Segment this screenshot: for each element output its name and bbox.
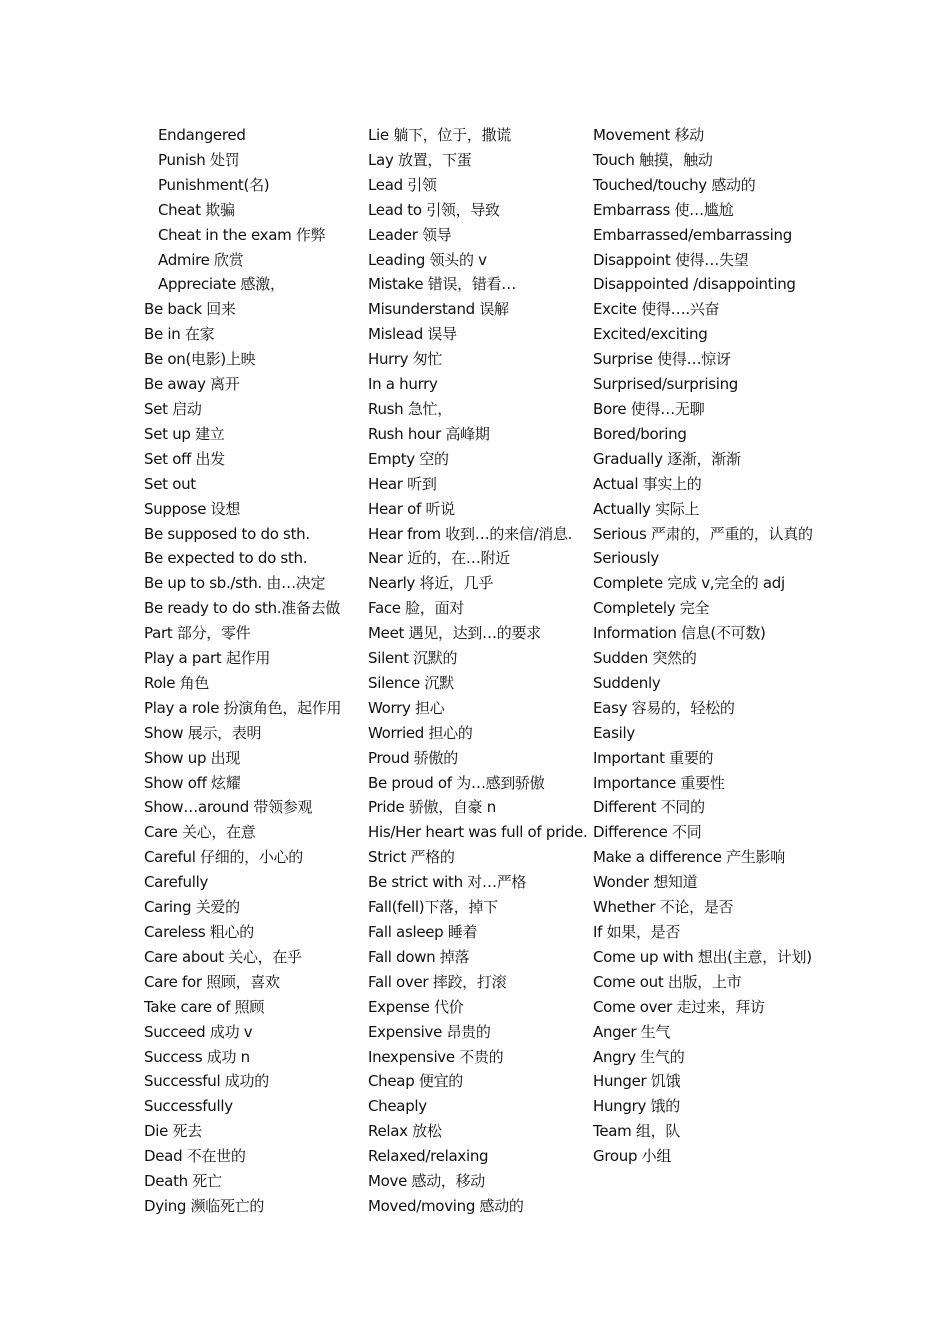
vocabulary-entry: Play a part 起作用: [144, 649, 271, 668]
vocabulary-entry: Easy 容易的，轻松的: [593, 698, 735, 717]
vocabulary-entry: Death 死亡: [144, 1172, 222, 1191]
vocabulary-entry: Come up with 想出(主意，计划): [593, 947, 812, 966]
vocabulary-entry: Be in 在家: [144, 325, 215, 344]
vocabulary-entry: Be strict with 对…严格: [368, 873, 527, 892]
vocabulary-entry: Excited/exciting: [593, 325, 708, 344]
vocabulary-entry: Relax 放松: [368, 1122, 442, 1141]
vocabulary-entry: Information 信息(不可数): [593, 624, 766, 643]
vocabulary-entry: Be on(电影)上映: [144, 350, 256, 369]
vocabulary-entry: Completely 完全: [593, 599, 710, 618]
vocabulary-entry: Excite 使得….兴奋: [593, 300, 720, 319]
vocabulary-entry: Inexpensive 不贵的: [368, 1047, 504, 1066]
vocabulary-entry: Cheat in the exam 作弊: [158, 225, 326, 244]
vocabulary-entry: Strict 严格的: [368, 848, 455, 867]
vocabulary-entry: Be away 离开: [144, 375, 240, 394]
vocabulary-entry: Succeed 成功 v: [144, 1022, 253, 1041]
vocabulary-entry: Fall down 掉落: [368, 947, 470, 966]
vocabulary-entry: Actually 实际上: [593, 499, 700, 518]
vocabulary-entry: His/Her heart was full of pride.: [368, 823, 588, 842]
vocabulary-entry: Disappointed /disappointing: [593, 275, 796, 294]
vocabulary-entry: Part 部分，零件: [144, 624, 251, 643]
vocabulary-entry: Embarrass 使…尴尬: [593, 200, 734, 219]
vocabulary-entry: Complete 完成 v,完全的 adj: [593, 574, 785, 593]
vocabulary-entry: Be expected to do sth.: [144, 549, 308, 568]
vocabulary-entry: Serious 严肃的，严重的，认真的: [593, 524, 813, 543]
vocabulary-entry: Show off 炫耀: [144, 773, 241, 792]
vocabulary-entry: Caring 关爱的: [144, 898, 240, 917]
vocabulary-entry: Careful 仔细的，小心的: [144, 848, 303, 867]
vocabulary-entry: Mislead 误导: [368, 325, 457, 344]
vocabulary-entry: Proud 骄傲的: [368, 748, 458, 767]
vocabulary-entry: Team 组，队: [593, 1122, 681, 1141]
vocabulary-entry: Care 关心，在意: [144, 823, 256, 842]
vocabulary-entry: Bore 使得…无聊: [593, 399, 705, 418]
vocabulary-entry: Hunger 饥饿: [593, 1072, 681, 1091]
vocabulary-entry: Expense 代价: [368, 997, 464, 1016]
vocabulary-entry: Endangered: [158, 126, 246, 144]
vocabulary-entry: Seriously: [593, 549, 659, 568]
vocabulary-entry: Admire 欣赏: [158, 250, 244, 269]
vocabulary-entry: Take care of 照顾: [144, 997, 265, 1016]
vocabulary-entry: Role 角色: [144, 673, 209, 692]
vocabulary-entry: Come over 走过来，拜访: [593, 997, 765, 1016]
vocabulary-entry: Hear 听到: [368, 474, 437, 493]
vocabulary-entry: Be supposed to do sth.: [144, 524, 310, 543]
vocabulary-entry: Gradually 逐渐，渐渐: [593, 449, 741, 468]
vocabulary-entry: Angry 生气的: [593, 1047, 685, 1066]
vocabulary-entry: Worry 担心: [368, 698, 445, 717]
vocabulary-entry: Silent 沉默的: [368, 649, 458, 668]
vocabulary-entry: Set out: [144, 474, 196, 493]
vocabulary-entry: Face 脸，面对: [368, 599, 464, 618]
vocabulary-entry: Show 展示，表明: [144, 723, 262, 742]
vocabulary-entry: Actual 事实上的: [593, 474, 702, 493]
vocabulary-entry: Show…around 带领参观: [144, 798, 313, 817]
vocabulary-entry: Hear of 听说: [368, 499, 455, 518]
vocabulary-entry: Touch 触摸，触动: [593, 150, 713, 169]
vocabulary-column-2: [368, 123, 590, 1219]
vocabulary-entry: Lay 放置，下蛋: [368, 150, 472, 169]
vocabulary-entry: Leading 领头的 v: [368, 250, 487, 269]
vocabulary-entry: Dead 不在世的: [144, 1147, 246, 1166]
vocabulary-entry: Cheat 欺骗: [158, 200, 235, 219]
vocabulary-entry: Hurry 匆忙: [368, 350, 443, 369]
vocabulary-entry: Rush 急忙，: [368, 399, 452, 418]
vocabulary-entry: Worried 担心的: [368, 723, 473, 742]
vocabulary-entry: Be up to sb./sth. 由…决定: [144, 574, 326, 593]
vocabulary-entry: Set up 建立: [144, 424, 225, 443]
vocabulary-entry: Make a difference 产生影响: [593, 848, 785, 867]
vocabulary-entry: Lie 躺下，位于，撒谎: [368, 126, 511, 144]
vocabulary-entry: Punishment(名): [158, 175, 270, 194]
vocabulary-entry: Hear from 收到…的来信/消息.: [368, 524, 573, 543]
vocabulary-entry: Successfully: [144, 1097, 233, 1116]
vocabulary-entry: Moved/moving 感动的: [368, 1196, 524, 1215]
vocabulary-entry: Cheaply: [368, 1097, 427, 1116]
vocabulary-column-3: [593, 123, 813, 1169]
vocabulary-entry: Movement 移动: [593, 126, 704, 144]
vocabulary-entry: Relaxed/relaxing: [368, 1147, 489, 1166]
vocabulary-entry: Careless 粗心的: [144, 923, 254, 941]
vocabulary-entry: Hungry 饿的: [593, 1097, 680, 1116]
vocabulary-entry: Show up 出现: [144, 748, 241, 767]
vocabulary-entry: Embarrassed/embarrassing: [593, 225, 792, 244]
vocabulary-entry: Success 成功 n: [144, 1047, 250, 1066]
vocabulary-entry: Pride 骄傲，自豪 n: [368, 798, 497, 817]
vocabulary-entry: Rush hour 高峰期: [368, 424, 490, 443]
vocabulary-entry: Whether 不论，是否: [593, 898, 734, 917]
vocabulary-entry: Surprise 使得…惊讶: [593, 350, 731, 369]
vocabulary-entry: Suddenly: [593, 673, 661, 692]
vocabulary-entry: Leader 领导: [368, 225, 452, 244]
vocabulary-entry: Near 近的，在…附近: [368, 549, 510, 568]
vocabulary-entry: Important 重要的: [593, 748, 714, 767]
vocabulary-entry: Bored/boring: [593, 424, 687, 443]
vocabulary-entry: In a hurry: [368, 375, 438, 394]
vocabulary-entry: Set 启动: [144, 399, 202, 418]
vocabulary-entry: Successful 成功的: [144, 1072, 269, 1091]
vocabulary-entry: If 如果，是否: [593, 923, 681, 941]
vocabulary-entry: Play a role 扮演角色，起作用: [144, 698, 342, 717]
vocabulary-entry: Fall over 摔跤，打滚: [368, 972, 507, 991]
vocabulary-entry: Lead 引领: [368, 175, 437, 194]
vocabulary-entry: Silence 沉默: [368, 673, 454, 692]
vocabulary-entry: Expensive 昂贵的: [368, 1022, 491, 1041]
vocabulary-entry: Punish 处罚: [158, 150, 240, 169]
vocabulary-entry: Be proud of 为…感到骄傲: [368, 773, 545, 792]
vocabulary-entry: Lead to 引领，导致: [368, 200, 500, 219]
vocabulary-entry: Meet 遇见，达到…的要求: [368, 624, 541, 643]
vocabulary-entry: Fall(fell)下落，掉下: [368, 898, 498, 917]
vocabulary-entry: Come out 出版，上市: [593, 972, 742, 991]
vocabulary-entry: Easily: [593, 723, 635, 742]
vocabulary-entry: Dying 濒临死亡的: [144, 1196, 265, 1215]
vocabulary-entry: Surprised/surprising: [593, 375, 739, 394]
vocabulary-entry: Group 小组: [593, 1147, 672, 1166]
vocabulary-entry: Misunderstand 误解: [368, 300, 509, 319]
vocabulary-entry: Touched/touchy 感动的: [593, 175, 756, 194]
vocabulary-entry: Suppose 设想: [144, 499, 241, 518]
vocabulary-entry: Die 死去: [144, 1122, 202, 1141]
vocabulary-entry: Care for 照顾，喜欢: [144, 972, 280, 991]
vocabulary-entry: Wonder 想知道: [593, 873, 698, 892]
vocabulary-entry: Sudden 突然的: [593, 649, 697, 668]
vocabulary-entry: Importance 重要性: [593, 773, 725, 792]
vocabulary-entry: Move 感动，移动: [368, 1172, 485, 1191]
vocabulary-column-1: [144, 123, 364, 1219]
vocabulary-entry: Difference 不同: [593, 823, 702, 842]
vocabulary-entry: Different 不同的: [593, 798, 705, 817]
vocabulary-entry: Nearly 将近，几乎: [368, 574, 494, 593]
vocabulary-entry: Care about 关心，在乎: [144, 947, 302, 966]
vocabulary-entry: Be ready to do sth.准备去做: [144, 599, 341, 618]
vocabulary-entry: Empty 空的: [368, 449, 449, 468]
vocabulary-entry: Appreciate 感激，: [158, 275, 285, 294]
vocabulary-entry: Mistake 错误，错看…: [368, 275, 516, 294]
vocabulary-entry: Cheap 便宜的: [368, 1072, 463, 1091]
vocabulary-entry: Carefully: [144, 873, 209, 892]
vocabulary-entry: Be back 回来: [144, 300, 236, 319]
vocabulary-entry: Set off 出发: [144, 449, 225, 468]
vocabulary-entry: Anger 生气: [593, 1022, 671, 1041]
vocabulary-entry: Disappoint 使得…失望: [593, 250, 749, 269]
vocabulary-entry: Fall asleep 睡着: [368, 923, 478, 941]
